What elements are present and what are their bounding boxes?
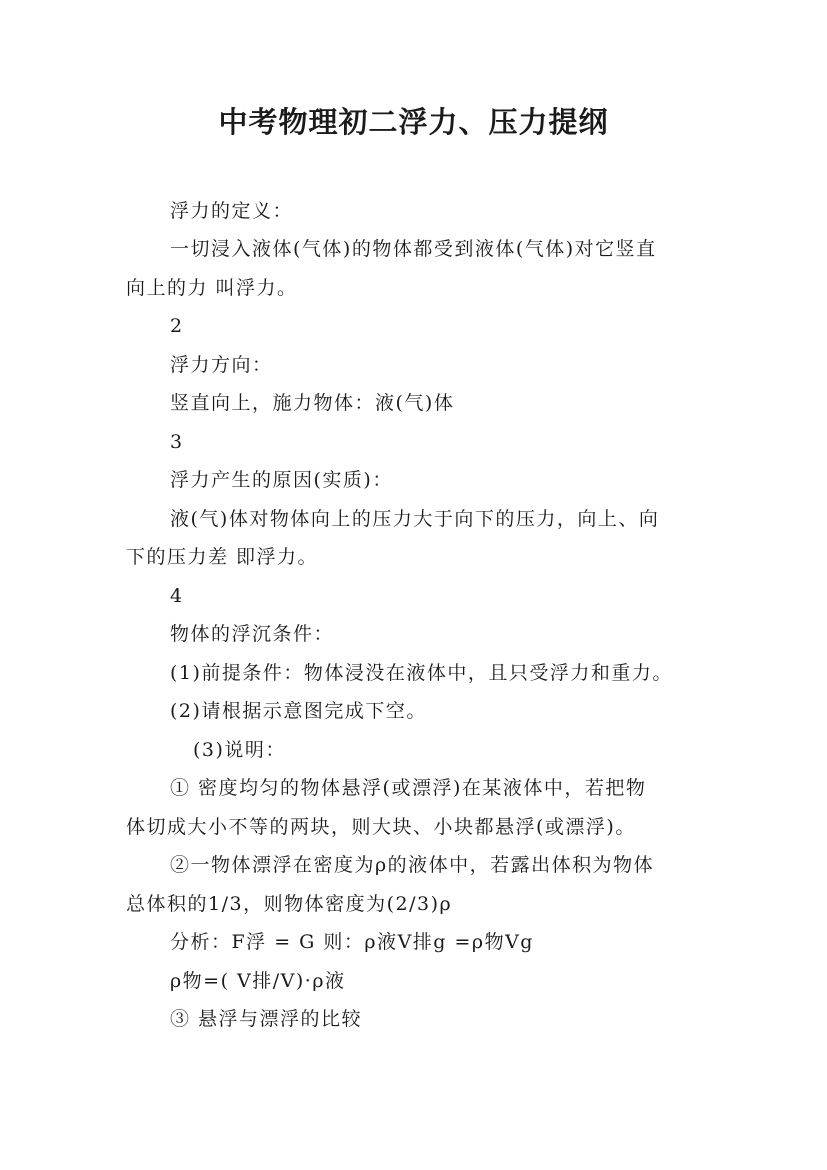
text-line: ρ物=( V排/V)·ρ液 xyxy=(170,970,346,992)
text-line: 体切成大小不等的两块，则大块、小块都悬浮(或漂浮)。 xyxy=(126,816,636,838)
text-line: 4 xyxy=(170,585,184,607)
text-line: 总体积的1/3，则物体密度为(2/3)ρ xyxy=(126,893,453,915)
document-title: 中考物理初二浮力、压力提纲 xyxy=(218,105,609,139)
text-line: 一切浸入液体(气体)的物体都受到液体(气体)对它竖直 xyxy=(170,238,657,260)
text-line: 竖直向上，施力物体：液(气)体 xyxy=(170,392,455,414)
text-line: 液(气)体对物体向上的压力大于向下的压力，向上、向 xyxy=(170,508,660,530)
text-line: 物体的浮沉条件： xyxy=(170,623,335,645)
text-line: 分析：F浮 = G 则：ρ液V排g =ρ物Vg xyxy=(170,931,534,953)
text-line: 向上的力 叫浮力。 xyxy=(126,277,298,299)
text-line: ③ 悬浮与漂浮的比较 xyxy=(170,1008,363,1030)
text-line: 浮力方向： xyxy=(170,354,273,376)
text-line: 下的压力差 即浮力。 xyxy=(126,546,319,568)
text-line: (2)请根据示意图完成下空。 xyxy=(170,700,427,722)
text-line: (1)前提条件：物体浸没在液体中，且只受浮力和重力。 xyxy=(170,662,673,684)
text-line: (3)说明： xyxy=(193,739,286,761)
text-line: 浮力产生的原因(实质)： xyxy=(170,469,393,491)
text-line: 2 xyxy=(170,315,184,337)
text-line: 浮力的定义： xyxy=(170,200,294,222)
text-line: 3 xyxy=(170,431,184,453)
text-line: ① 密度均匀的物体悬浮(或漂浮)在某液体中，若把物 xyxy=(170,777,647,799)
text-line: ②一物体漂浮在密度为ρ的液体中，若露出体积为物体 xyxy=(170,854,655,876)
